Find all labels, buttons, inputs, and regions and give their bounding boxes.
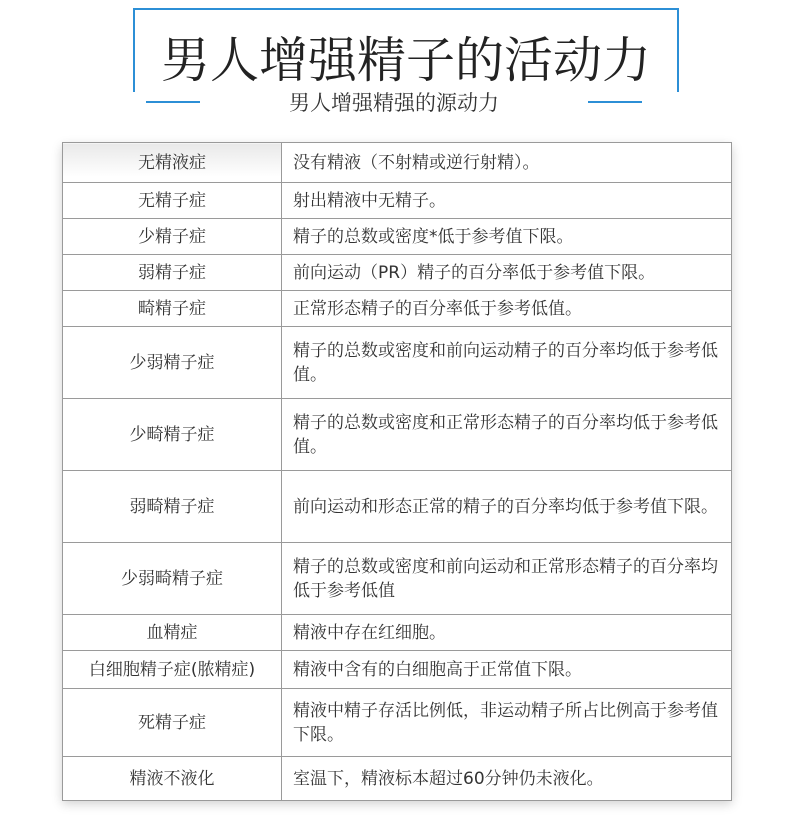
subtitle-divider-left <box>146 101 200 103</box>
table-row <box>63 143 732 183</box>
term-cell: 少精子症 <box>63 219 282 255</box>
term-cell: 死精子症 <box>63 689 282 757</box>
description-cell: 精子的总数或密度和前向运动精子的百分率均低于参考低值。 <box>282 327 732 399</box>
term-cell: 弱精子症 <box>63 255 282 291</box>
term-cell: 无精子症 <box>63 183 282 219</box>
term-cell: 少畸精子症 <box>63 399 282 471</box>
table-row <box>63 471 732 543</box>
description-cell: 前向运动（PR）精子的百分率低于参考值下限。 <box>282 255 732 291</box>
table-row <box>63 183 732 219</box>
description-cell: 精子的总数或密度和正常形态精子的百分率均低于参考低值。 <box>282 399 732 471</box>
description-cell: 前向运动和形态正常的精子的百分率均低于参考值下限。 <box>282 471 732 543</box>
term-cell: 少弱畸精子症 <box>63 543 282 615</box>
table-row <box>63 543 732 615</box>
description-cell: 精液中精子存活比例低，非运动精子所占比例高于参考值下限。 <box>282 689 732 757</box>
term-cell: 无精液症 <box>63 143 282 183</box>
description-cell: 精液中含有的白细胞高于正常值下限。 <box>282 651 732 689</box>
table-row <box>63 291 732 327</box>
definitions-table <box>62 142 732 801</box>
table-row <box>63 651 732 689</box>
term-cell: 精液不液化 <box>63 757 282 801</box>
description-cell: 正常形态精子的百分率低于参考低值。 <box>282 291 732 327</box>
table-row <box>63 219 732 255</box>
page-subtitle: 男人增强精强的源动力 <box>289 91 499 115</box>
description-cell: 射出精液中无精子。 <box>282 183 732 219</box>
description-cell: 精子的总数或密度*低于参考值下限。 <box>282 219 732 255</box>
term-cell: 畸精子症 <box>63 291 282 327</box>
term-cell: 血精症 <box>63 615 282 651</box>
description-cell: 室温下，精液标本超过60分钟仍未液化。 <box>282 757 732 801</box>
description-cell: 精子的总数或密度和前向运动和正常形态精子的百分率均低于参考低值 <box>282 543 732 615</box>
description-cell: 没有精液（不射精或逆行射精）。 <box>282 143 732 183</box>
table-row <box>63 615 732 651</box>
term-cell: 少弱精子症 <box>63 327 282 399</box>
table-row <box>63 399 732 471</box>
page-title: 男人增强精子的活动力 <box>160 32 651 89</box>
table-row <box>63 255 732 291</box>
description-cell: 精液中存在红细胞。 <box>282 615 732 651</box>
subtitle-divider-right <box>588 101 642 103</box>
term-cell: 弱畸精子症 <box>63 471 282 543</box>
table-row <box>63 757 732 801</box>
table-row <box>63 689 732 757</box>
term-cell: 白细胞精子症(脓精症) <box>63 651 282 689</box>
table-row <box>63 327 732 399</box>
